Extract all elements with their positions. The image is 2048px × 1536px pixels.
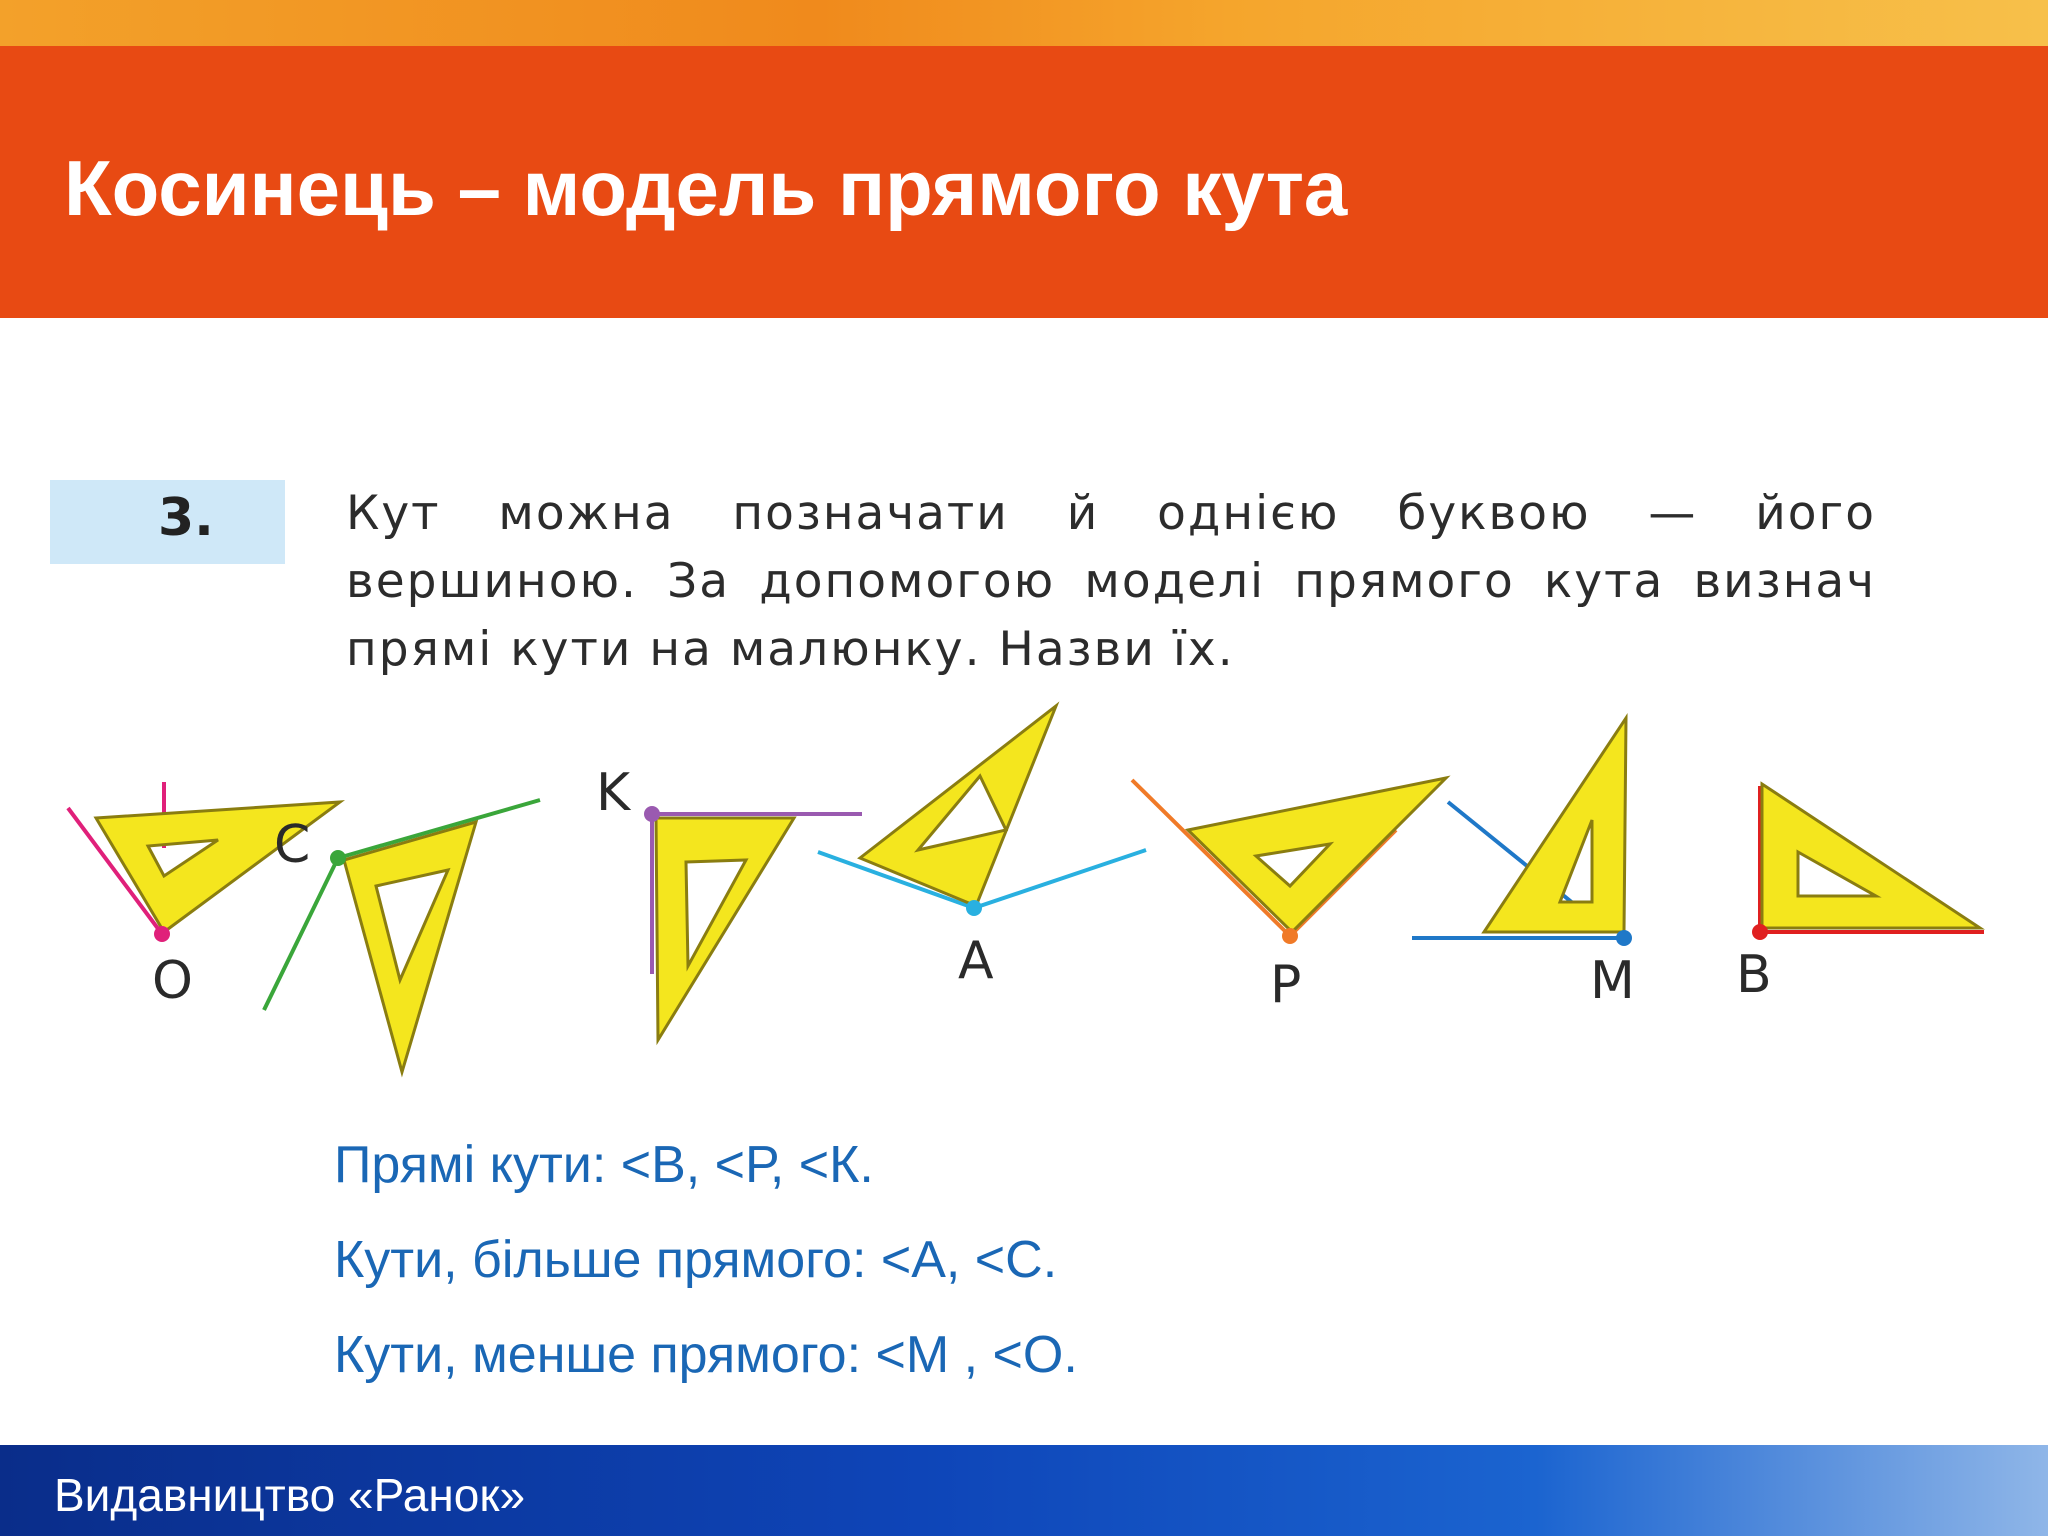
- vertex-p: [1282, 928, 1298, 944]
- slide-title: Косинець – модель прямого кута: [64, 144, 1348, 232]
- set-square-c: [344, 822, 476, 1072]
- vertex-a: [966, 900, 982, 916]
- set-square-m: [1484, 718, 1626, 932]
- angle-a-ray-right: [974, 850, 1146, 908]
- angle-m-group: [1412, 718, 1635, 1011]
- answer-acute-angles: Кути, менше прямого: <М , <О.: [334, 1326, 1078, 1384]
- label-p: P: [1270, 955, 1302, 1015]
- angle-c-ray-down: [264, 858, 338, 1010]
- angles-figure: [0, 680, 2048, 1100]
- answer-right-angles: Прямі кути: <В, <Р, <К.: [334, 1136, 874, 1194]
- label-o: O: [152, 951, 193, 1011]
- vertex-c: [330, 850, 346, 866]
- answer-obtuse-angles: Кути, більше прямого: <А, <С.: [334, 1231, 1058, 1289]
- label-c: C: [274, 815, 311, 875]
- angle-p-group: [1132, 778, 1446, 1015]
- vertex-k: [644, 806, 660, 822]
- answers-block: [334, 1118, 1078, 1403]
- vertex-m: [1616, 930, 1632, 946]
- angle-c-group: [264, 800, 540, 1072]
- angle-k-group: [596, 763, 862, 1040]
- top-accent-strip: [0, 0, 2048, 46]
- set-square-p: [1188, 778, 1446, 932]
- set-square-b: [1762, 784, 1980, 928]
- angle-a-group: [818, 706, 1146, 991]
- vertex-o: [154, 926, 170, 942]
- set-square-k: [656, 818, 794, 1040]
- label-k: K: [596, 763, 631, 823]
- label-m: M: [1590, 951, 1635, 1011]
- task-text: Кут можна позначати й однією буквою — його вершиною. За допомогою моделі прямого кута визнач прямі кути на малюнку. Назви їх.: [346, 486, 1876, 677]
- vertex-b: [1752, 924, 1768, 940]
- label-b: B: [1736, 945, 1772, 1005]
- angle-b-group: [1736, 784, 1984, 1005]
- label-a: A: [958, 931, 994, 991]
- task-number: 3.: [158, 488, 214, 548]
- angle-p-ray-left: [1132, 780, 1290, 936]
- footer-publisher: Видавництво «Ранок»: [54, 1469, 526, 1521]
